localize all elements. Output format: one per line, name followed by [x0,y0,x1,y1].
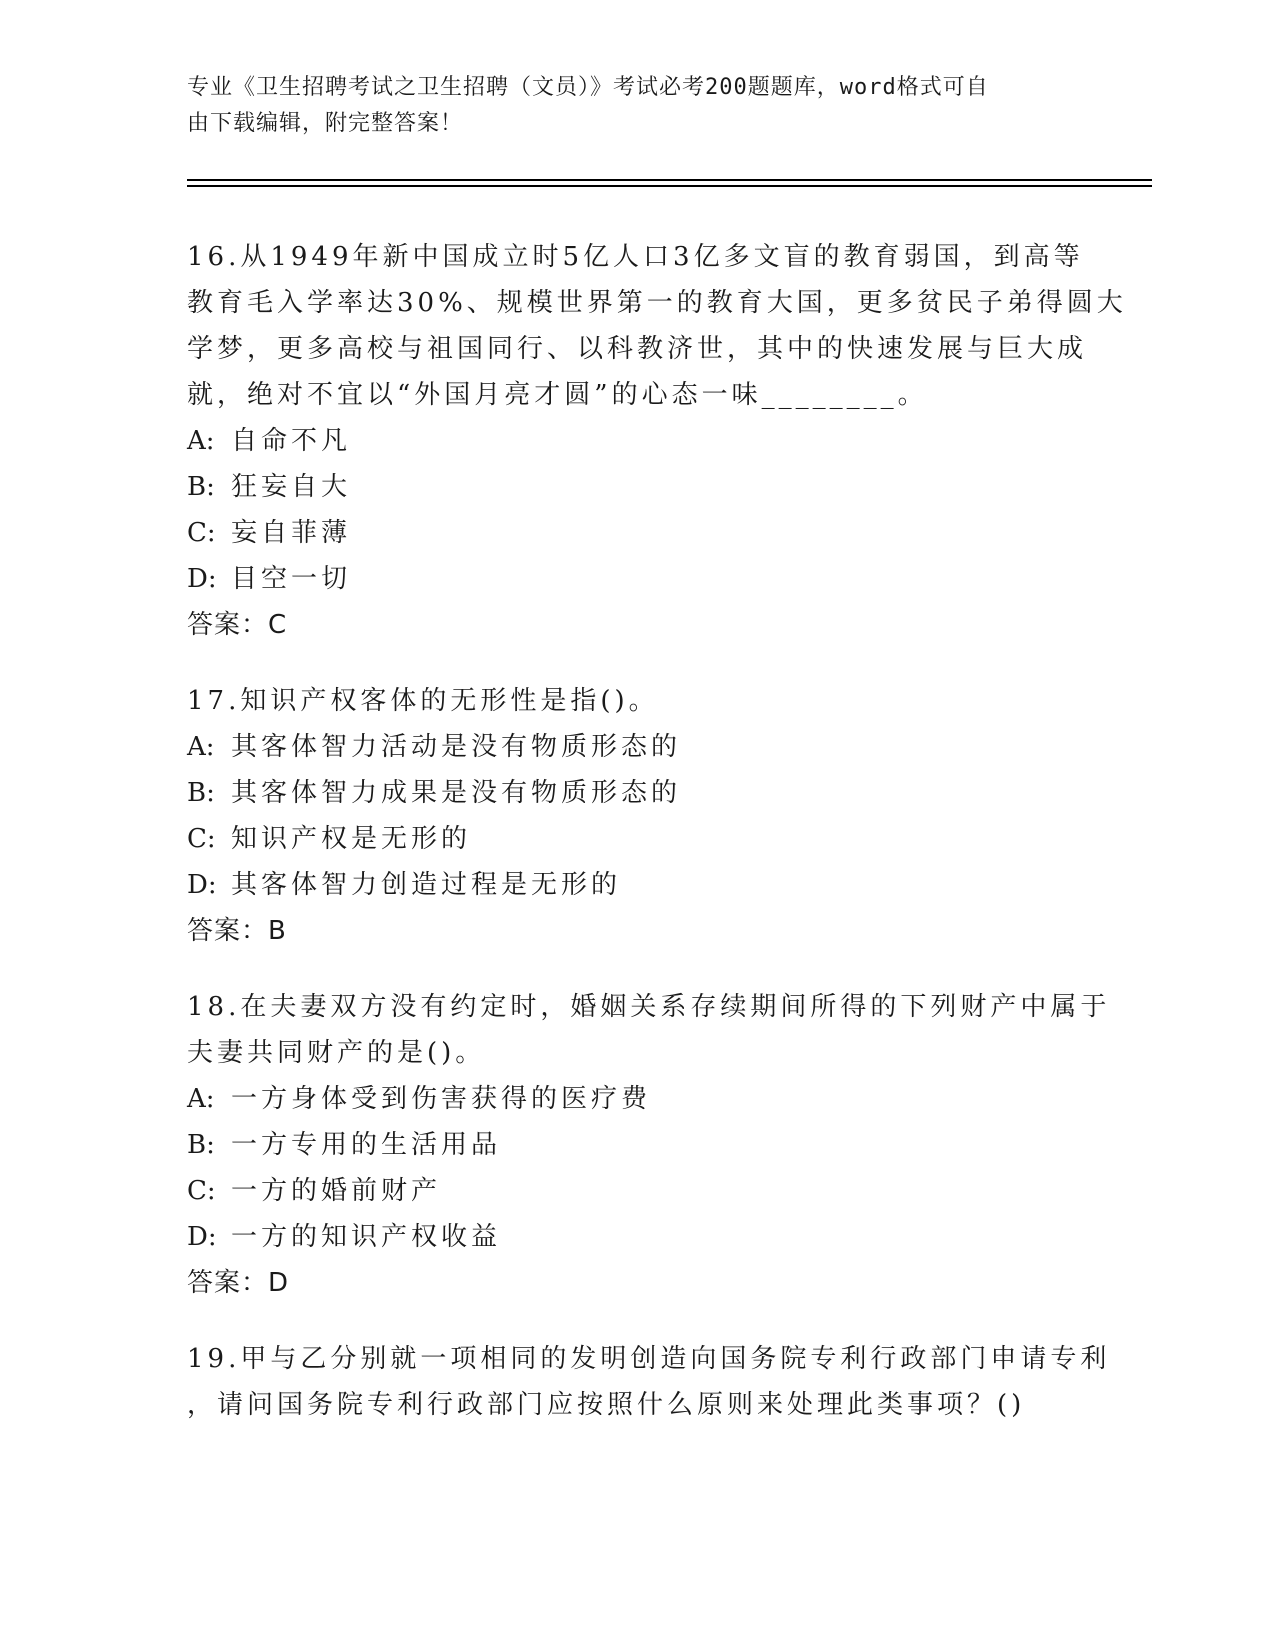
option-c [187,510,1087,556]
option-a [187,724,1087,770]
question-18 [187,984,1111,1306]
option-key: C: [187,824,216,854]
option-key: D: [187,870,217,900]
option-key: A: [187,426,215,456]
question-text-line: 夫妻共同财产的是()。 [187,1038,486,1068]
option-key: A: [187,732,215,762]
option-text: 一方专用的生活用品 [231,1130,502,1160]
question-text-line: 19.甲与乙分别就一项相同的发明创造向国务院专利行政部门申请专利 [187,1344,1111,1374]
header-title-line-2: 由下载编辑，附完整答案！ [187,111,464,136]
question-16 [187,234,1127,648]
question-text-line: 18.在夫妻双方没有约定时，婚姻关系存续期间所得的下列财产中属于 [187,992,1111,1022]
option-text: 一方的婚前财产 [231,1176,442,1206]
option-key: D: [187,1222,217,1252]
document-header [187,70,1067,142]
option-text: 自命不凡 [231,426,352,456]
question-text-line: 16.从1949年新中国成立时5亿人口3亿多文盲的教育弱国，到高等 [187,242,1084,272]
answer-line: 答案：C [187,610,288,640]
question-text-line: 学梦，更多高校与祖国同行、以科教济世，其中的快速发展与巨大成 [187,334,1088,364]
question-text-line: 教育毛入学率达30%、规模世界第一的教育大国，更多贫民子弟得圆大 [187,288,1127,318]
option-d [187,862,1087,908]
answer-line: 答案：B [187,916,287,946]
option-text: 一方的知识产权收益 [231,1222,502,1252]
option-d [187,556,1087,602]
option-text: 其客体智力活动是没有物质形态的 [231,732,682,762]
question-text-line: 就，绝对不宜以“外国月亮才圆”的心态一味________。 [187,380,928,410]
header-divider-top [187,179,1152,181]
question-list [187,234,1127,1458]
option-c [187,1168,1087,1214]
option-key: C: [187,1176,216,1206]
option-text: 妄自菲薄 [231,518,352,548]
option-key: B: [187,1130,215,1160]
option-a [187,1076,1087,1122]
option-c [187,816,1087,862]
option-text: 其客体智力成果是没有物质形态的 [231,778,682,808]
option-b [187,770,1087,816]
option-b [187,1122,1087,1168]
option-a [187,418,1087,464]
option-text: 狂妄自大 [231,472,352,502]
option-key: B: [187,472,215,502]
question-19 [187,1336,1111,1428]
option-text: 目空一切 [231,564,352,594]
header-divider-bottom [187,185,1152,187]
option-text: 知识产权是无形的 [231,824,472,854]
option-d [187,1214,1087,1260]
question-text-line: 17.知识产权客体的无形性是指()。 [187,686,659,716]
question-17 [187,678,1087,954]
option-key: A: [187,1084,215,1114]
option-text: 一方身体受到伤害获得的医疗费 [231,1084,652,1114]
option-text: 其客体智力创造过程是无形的 [231,870,622,900]
question-text-line: ，请问国务院专利行政部门应按照什么原则来处理此类事项？() [187,1390,1026,1420]
header-title-line-1: 专业《卫生招聘考试之卫生招聘（文员）》考试必考200题题库，word格式可自 [187,75,989,100]
option-key: C: [187,518,216,548]
option-b [187,464,1087,510]
option-key: B: [187,778,215,808]
option-key: D: [187,564,217,594]
answer-line: 答案：D [187,1268,290,1298]
